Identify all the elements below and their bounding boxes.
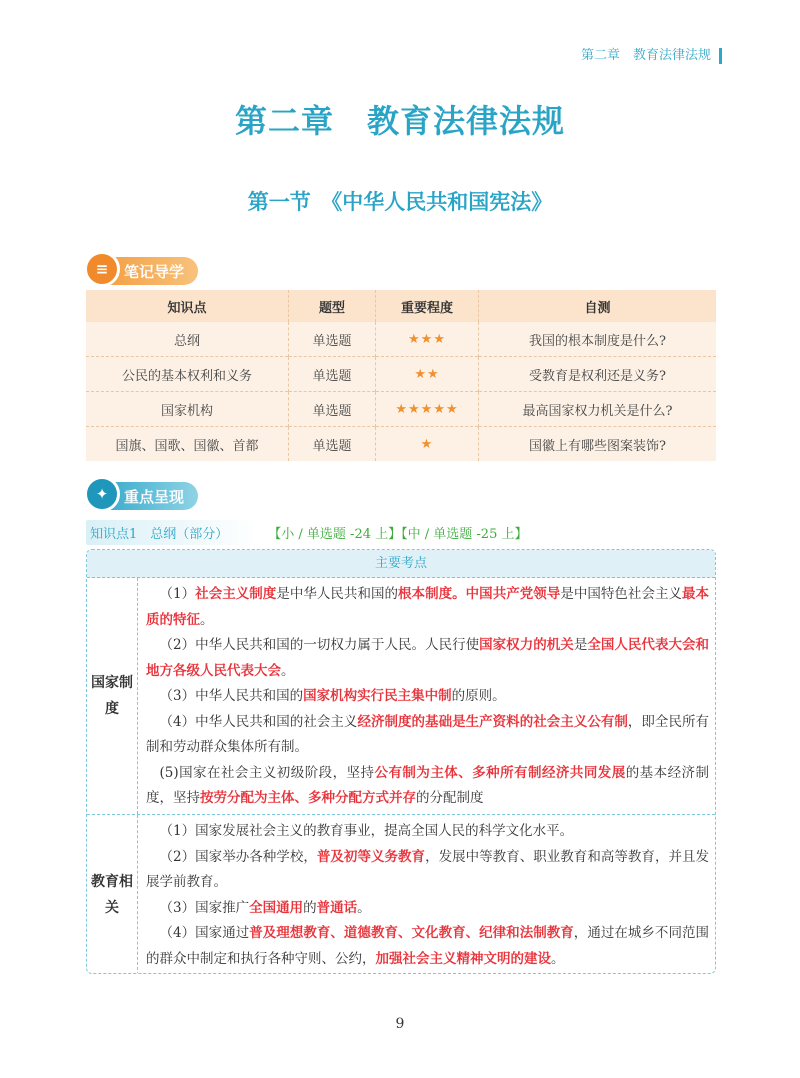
highlighted-term: 普及初等义务教育 [316, 848, 426, 865]
highlighted-term: 国家机构实行民主集中制 [303, 688, 452, 704]
column-header: 自测 [479, 290, 717, 322]
lightbulb-icon: ✦ [84, 476, 120, 512]
highlighted-term: 按劳分配为主体、多种分配方式并存 [200, 790, 416, 806]
text-run: （1） [159, 586, 196, 602]
column-header: 题型 [289, 290, 376, 322]
exam-frequency-tags: 【小 / 单选题 -24 上】【中 / 单选题 -25 上】 [268, 527, 528, 542]
exam-box-header: 主要考点 [87, 550, 715, 578]
type-cell: 单选题 [289, 357, 376, 392]
exam-point-paragraph [146, 582, 709, 633]
highlighted-term: 全国通用 [249, 899, 304, 916]
text-run: 是中华人民共和国的 [276, 586, 399, 602]
type-cell: 单选题 [289, 427, 376, 462]
exam-point-paragraph [146, 819, 709, 845]
text-run: （4）国家通过 [159, 925, 250, 941]
highlighted-term: 最本质的特征 [146, 586, 710, 628]
table-header-row [86, 290, 716, 322]
highlighted-term: 公有制为主体、多种所有制经济共同发展 [374, 764, 626, 781]
topic-cell: 公民的基本权利和义务 [86, 357, 289, 392]
notes-guide-label: 笔记导学 [124, 262, 185, 281]
key-points-label: 重点呈现 [124, 487, 185, 506]
importance-stars: ★★★★★ [376, 392, 479, 427]
text-run: （3）中华人民共和国的 [159, 688, 304, 704]
highlighted-term: 经济制度的基础是生产资料的社会主义公有制 [357, 713, 628, 730]
highlighted-term: 普及理想教育、道德教育、文化教育、纪律和法制教育 [249, 925, 574, 941]
key-points-badge [88, 482, 198, 510]
exam-point-paragraph [146, 633, 709, 684]
exam-point-paragraph [146, 684, 709, 710]
highlighted-term: 社会主义制度 [195, 586, 277, 602]
table-row [86, 427, 716, 462]
highlighted-term: 普通话 [316, 899, 358, 916]
page-number: 9 [395, 1016, 405, 1032]
text-run: （2）国家举办各种学校， [159, 848, 317, 865]
row-label: 教育相关 [87, 815, 138, 974]
highlighted-term: 全国人民代表大会和地方各级人民代表大会 [146, 637, 710, 679]
text-run: 。 [281, 662, 295, 679]
self-test-cell: 我国的根本制度是什么? [529, 333, 666, 349]
table-row [86, 322, 716, 357]
exam-row-state-system [87, 578, 715, 815]
book-stack-icon: ≡ [84, 251, 120, 287]
notes-guide-badge [88, 257, 198, 285]
column-header: 知识点 [86, 290, 289, 322]
table-row [86, 357, 716, 392]
text-run: ，发展中等教育、职业教育和高等教育，并且发展学前教育。 [146, 848, 710, 890]
section-title: 第一节 《中华人民共和国宪法》 [247, 190, 553, 214]
exam-row-education [87, 815, 715, 974]
text-run: （2）中华人民共和国的一切权力属于人民。人民行使 [159, 637, 480, 653]
row-label: 国家制度 [87, 578, 138, 814]
text-run: （1）国家发展社会主义的教育事业，提高全国人民的科学文化水平。 [159, 823, 574, 839]
row-content [138, 578, 715, 814]
key-exam-points-box [86, 549, 716, 974]
row-content [138, 815, 715, 974]
text-run: ，即全民所有制和劳动群众集体所有制。 [146, 713, 710, 755]
exam-point-paragraph [146, 845, 709, 896]
table-row [86, 392, 716, 427]
exam-point-paragraph [146, 896, 709, 922]
text-run: 。 [551, 950, 565, 967]
importance-stars: ★★★ [376, 322, 479, 357]
text-run: (5)国家在社会主义初级阶段，坚持 [159, 764, 375, 781]
highlighted-term: 根本制度。中国共产党领导 [398, 586, 561, 602]
column-header: 重要程度 [376, 290, 479, 322]
text-run: （3）国家推广 [159, 899, 250, 916]
text-run: 的原则。 [451, 688, 506, 704]
topic-cell: 国旗、国歌、国徽、首都 [86, 427, 289, 462]
topic-cell: 总纲 [86, 322, 289, 357]
importance-stars: ★★ [376, 357, 479, 392]
topic-cell: 国家机构 [86, 392, 289, 427]
self-test-cell: 受教育是权利还是义务? [479, 357, 717, 392]
exam-point-paragraph [146, 710, 709, 761]
text-run: 的分配制度 [416, 790, 484, 806]
running-header: 第二章 教育法律法规 [581, 48, 722, 64]
text-run: 的基本经济制度，坚持 [146, 764, 710, 806]
text-run: 的 [303, 899, 317, 916]
exam-point-paragraph [146, 761, 709, 812]
text-run: ，通过在城乡不同范围的群众中制定和执行各种守则、公约， [146, 925, 710, 967]
importance-stars: ★ [376, 427, 479, 462]
type-cell: 单选题 [289, 392, 376, 427]
text-run: 是中国特色社会主义 [560, 586, 683, 602]
chapter-title: 第二章 教育法律法规 [234, 102, 565, 140]
highlighted-term: 加强社会主义精神文明的建设 [375, 950, 551, 967]
self-test-cell: 最高国家权力机关是什么? [479, 392, 717, 427]
text-run: （4）中华人民共和国的社会主义 [159, 713, 358, 730]
exam-point-paragraph [146, 921, 709, 972]
text-run: 。 [200, 611, 214, 628]
notes-guide-table [86, 290, 716, 461]
knowledge-point-line [86, 520, 527, 545]
type-cell: 单选题 [289, 322, 376, 357]
self-test-cell: 国徽上有哪些图案装饰? [479, 427, 717, 462]
knowledge-point-label: 知识点1 总纲（部分） [86, 520, 258, 545]
highlighted-term: 国家权力的机关 [479, 637, 574, 653]
text-run: 。 [357, 899, 371, 916]
text-run: 是 [573, 637, 588, 653]
